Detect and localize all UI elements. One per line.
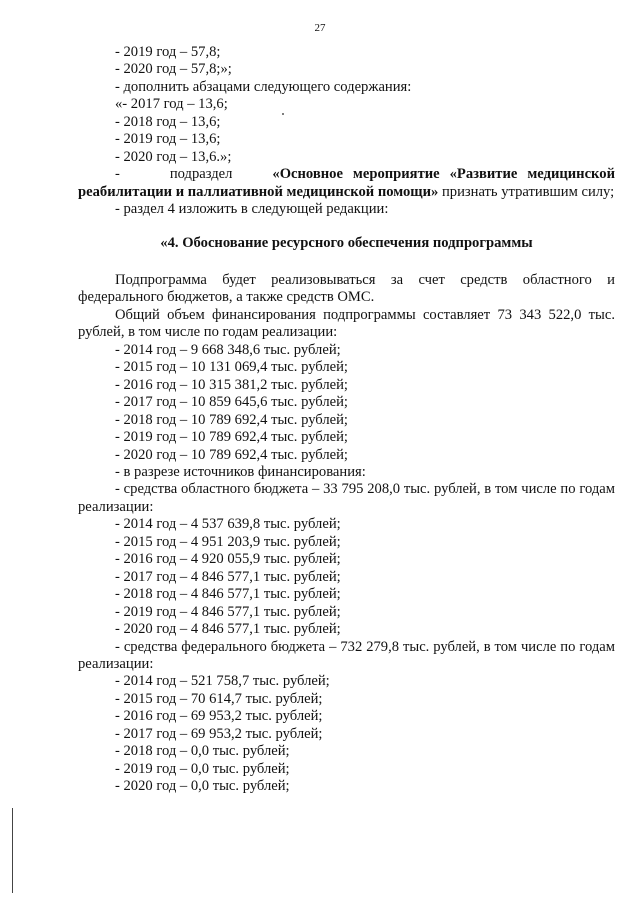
list-item: - 2016 год – 69 953,2 тыс. рублей; [115,708,323,725]
list-item: - 2018 год – 4 846 577,1 тыс. рублей; [115,586,341,603]
total-by-year-list [78,342,615,464]
list-item: - 2014 год – 9 668 348,6 тыс. рублей; [115,341,341,358]
subsection-paragraph [78,166,615,201]
top-list [78,44,615,166]
federal-by-year-list [78,673,615,795]
list-item: - 2015 год – 70 614,7 тыс. рублей; [115,690,323,707]
list-item: - 2019 год – 13,6; [115,131,221,148]
sources-intro: - в разрезе источников финансирования: [115,463,366,480]
list-item: - 2019 год – 57,8; [115,44,221,60]
total-paragraph: Общий объем финансирования подпрограммы составляет 73 343 522,0 тыс. рублей, в том числе по годам реализации: [78,306,615,341]
list-item: - 2020 год – 13,6.»; [115,148,232,165]
list-item: - 2018 год – 13,6; [115,113,221,130]
list-item: - 2017 год – 4 846 577,1 тыс. рублей; [115,568,341,585]
section4-instruction: - раздел 4 изложить в следующей редакции: [115,201,389,218]
list-item: - 2015 год – 4 951 203,9 тыс. рублей; [115,533,341,550]
section-heading: «4. Обоснование ресурсного обеспечения подпрограммы [160,234,533,251]
subsection-title: «Основное мероприятие «Развитие медицинской реабилитации и паллиативной медицинской помощи» [78,166,615,200]
list-item: - 2019 год – 10 789 692,4 тыс. рублей; [115,429,348,446]
list-item: - 2014 год – 4 537 639,8 тыс. рублей; [115,516,341,533]
list-item: - 2018 год – 0,0 тыс. рублей; [115,743,290,760]
list-item: - 2020 год – 57,8;»; [115,61,232,78]
regional-by-year-list [78,516,615,638]
list-item: - 2017 год – 10 859 645,6 тыс. рублей; [115,394,348,411]
list-item: - 2019 год – 4 846 577,1 тыс. рублей; [115,603,341,620]
list-item: - 2020 год – 10 789 692,4 тыс. рублей; [115,446,348,463]
document-body [78,44,615,796]
list-item: - 2019 год – 0,0 тыс. рублей; [115,760,290,777]
list-item: - 2015 год – 10 131 069,4 тыс. рублей; [115,359,348,376]
list-item: - 2018 год – 10 789 692,4 тыс. рублей; [115,411,348,428]
list-item: - 2016 год – 10 315 381,2 тыс. рублей; [115,376,348,393]
federal-paragraph: - средства федерального бюджета – 732 279,8 тыс. рублей, в том числе по годам реализации: [78,638,615,672]
list-item: - 2020 год – 4 846 577,1 тыс. рублей; [115,621,341,638]
subsection-suffix: признать утратившим силу; [438,183,615,200]
list-item: - 2020 год – 0,0 тыс. рублей; [115,778,290,795]
list-item: «- 2017 год – 13,6; [115,96,228,113]
scan-edge-line [12,808,13,893]
intro-paragraph: Подпрограмма будет реализовываться за счет средств областного и федерального бюджетов, а также средств ОМС. [78,271,615,306]
list-item: - 2017 год – 69 953,2 тыс. рублей; [115,725,323,742]
page-number: 27 [314,22,326,34]
list-item: - 2014 год – 521 758,7 тыс. рублей; [115,673,330,690]
regional-paragraph: - средства областного бюджета – 33 795 208,0 тыс. рублей, в том числе по годам реализации: [78,481,615,515]
list-item: - дополнить абзацами следующего содержания: [115,78,412,95]
subsection-prefix: - подраздел [115,166,273,183]
list-item: - 2016 год – 4 920 055,9 тыс. рублей; [115,551,341,568]
